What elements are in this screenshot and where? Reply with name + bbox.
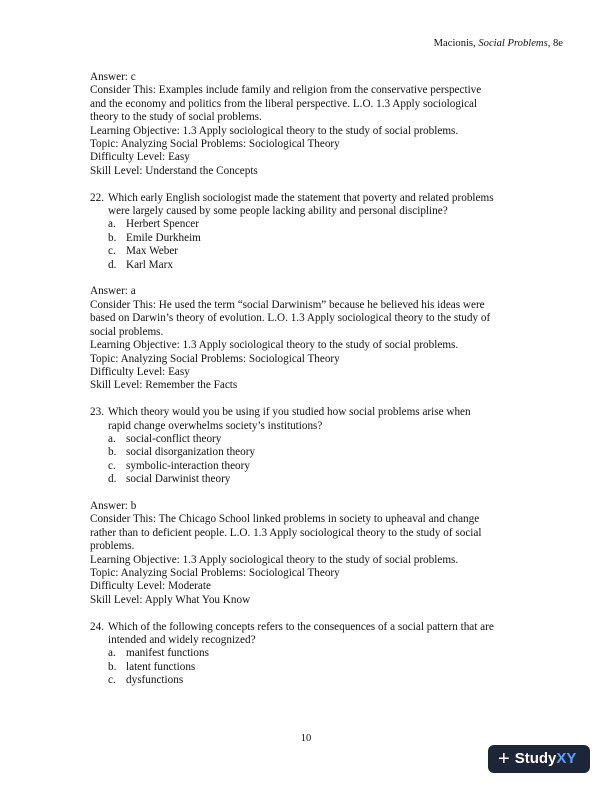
consider-line: social problems. (90, 325, 164, 338)
consider-line: Consider This: Examples include family and religion from the conservative perspective (90, 84, 482, 97)
badge-xy-text: XY (556, 750, 577, 768)
answer-line: Answer: b (90, 499, 137, 512)
answer-block-21 (90, 71, 530, 178)
option-text: social-conflict theory (126, 432, 222, 445)
option-text: social Darwinist theory (126, 473, 231, 486)
question-24 (90, 621, 530, 688)
option-letter: c. (108, 674, 116, 687)
question-text: intended and widely recognized? (108, 633, 256, 646)
difficulty-line: Difficulty Level: Moderate (90, 580, 211, 593)
difficulty-line: Difficulty Level: Easy (90, 365, 190, 378)
topic-line: Topic: Analyzing Social Problems: Sociological Theory (90, 566, 340, 579)
option-letter: d. (108, 473, 117, 486)
option-item (108, 647, 530, 660)
option-letter: d. (108, 258, 117, 271)
option-letter: c. (108, 245, 116, 258)
question-23 (90, 406, 530, 486)
consider-line: theory to the study of social problems. (90, 111, 262, 124)
question-number: 22. (90, 191, 104, 204)
option-text: Herbert Spencer (126, 218, 199, 231)
option-text: Karl Marx (126, 258, 173, 271)
skill-line: Skill Level: Remember the Facts (90, 379, 238, 392)
question-number: 23. (90, 406, 104, 419)
option-item (108, 245, 530, 258)
question-text: rapid change overwhelms society’s institutions? (108, 419, 323, 432)
page-number: 10 (300, 733, 312, 744)
option-letter: a. (108, 218, 116, 231)
consider-line: and the economy and politics from the liberal perspective. L.O. 1.3 Apply sociological (90, 97, 478, 110)
page-content (90, 71, 530, 688)
answer-block-22 (90, 285, 530, 392)
option-item (108, 232, 530, 245)
option-letter: a. (108, 647, 116, 660)
question-22 (90, 192, 530, 272)
learning-objective: Learning Objective: 1.3 Apply sociological theory to the study of social problems. (90, 553, 459, 566)
question-text: Which early English sociologist made the statement that poverty and related problems (108, 191, 494, 204)
option-letter: a. (108, 432, 116, 445)
header-author: Macionis, (433, 38, 479, 49)
option-item (108, 661, 530, 674)
badge-study-text: Study (514, 750, 557, 768)
option-text: latent functions (126, 660, 196, 673)
option-item (108, 460, 530, 473)
option-letter: c. (108, 459, 116, 472)
option-letter: b. (108, 660, 117, 673)
consider-line: Consider This: The Chicago School linked problems in society to upheaval and change (90, 513, 480, 526)
question-text: Which theory would you be using if you studied how social problems arise when (108, 406, 471, 419)
option-text: symbolic-interaction theory (126, 459, 250, 472)
option-text: manifest functions (126, 647, 209, 660)
header-edition: , 8e (547, 38, 563, 49)
option-item (108, 433, 530, 446)
question-text: were largely caused by some people lacking ability and personal discipline? (108, 205, 448, 218)
answer-line: Answer: a (90, 285, 136, 298)
consider-line: problems. (90, 540, 135, 553)
option-letter: b. (108, 446, 117, 459)
skill-line: Skill Level: Apply What You Know (90, 593, 251, 606)
studyxy-badge[interactable] (488, 745, 590, 773)
option-letter: b. (108, 231, 117, 244)
consider-line: based on Darwin’s theory of evolution. L.O. 1.3 Apply sociological theory to the study of (90, 312, 491, 325)
option-item (108, 259, 530, 272)
option-text: Max Weber (126, 245, 179, 258)
question-number: 24. (90, 620, 104, 633)
plus-icon: + (498, 748, 510, 770)
option-item (108, 473, 530, 486)
option-text: social disorganization theory (126, 446, 256, 459)
learning-objective: Learning Objective: 1.3 Apply sociological theory to the study of social problems. (90, 339, 459, 352)
consider-line: rather than to deficient people. L.O. 1.3 Apply sociological theory to the study of social (90, 526, 482, 539)
option-item (108, 674, 530, 687)
topic-line: Topic: Analyzing Social Problems: Sociological Theory (90, 138, 340, 151)
question-text: Which of the following concepts refers to the consequences of a social pattern that are (108, 620, 494, 633)
running-header (434, 37, 563, 50)
topic-line: Topic: Analyzing Social Problems: Sociological Theory (90, 352, 340, 365)
option-text: Emile Durkheim (126, 231, 201, 244)
answer-line: Answer: c (90, 71, 136, 83)
difficulty-line: Difficulty Level: Easy (90, 151, 190, 164)
option-item (108, 218, 530, 231)
learning-objective: Learning Objective: 1.3 Apply sociological theory to the study of social problems. (90, 124, 459, 137)
skill-line: Skill Level: Understand the Concepts (90, 164, 258, 177)
header-book-title: Social Problems (478, 38, 548, 49)
consider-line: Consider This: He used the term “social Darwinism” because he believed his ideas were (90, 298, 485, 311)
option-text: dysfunctions (126, 674, 184, 687)
answer-block-23 (90, 500, 530, 607)
option-item (108, 446, 530, 459)
